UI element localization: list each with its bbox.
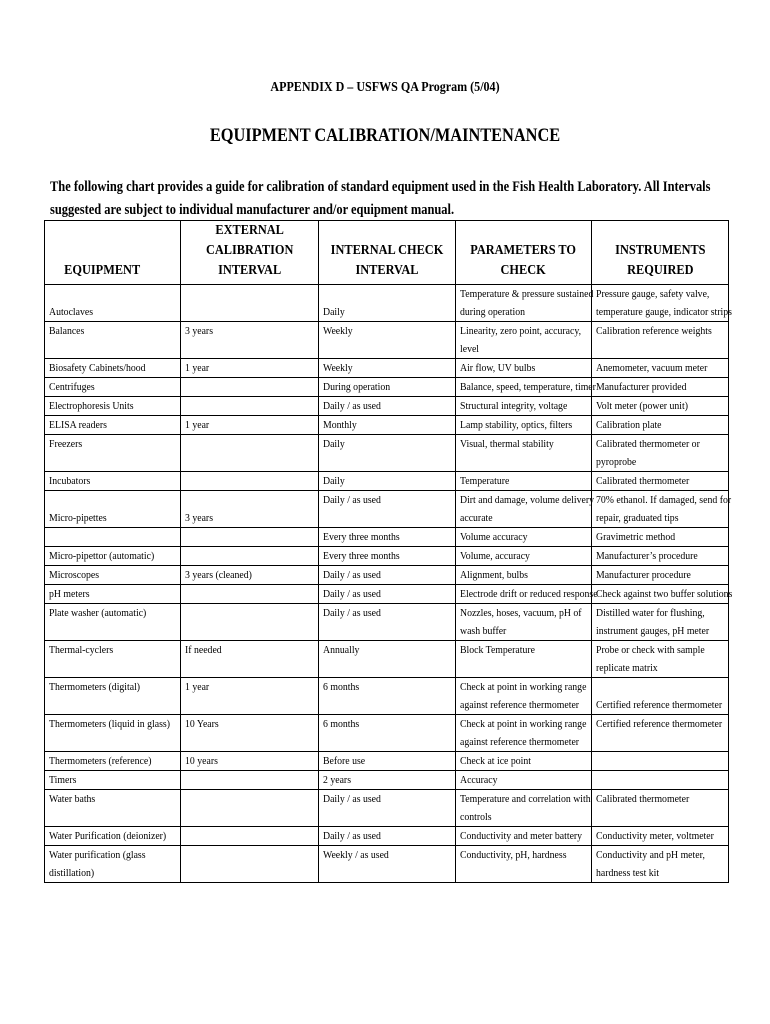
cell-text: Weekly [323,362,353,374]
cell-text: Manufacturer procedure [596,569,691,581]
cell-text: Freezers [49,438,83,450]
cell-parameters [456,566,592,585]
cell-text: instrument gauges, pH meter [596,625,710,637]
cell-text: If needed [185,644,222,656]
cell-internal-interval [319,528,456,547]
cell-text: Thermometers (liquid in glass) [49,718,170,730]
cell-equipment [45,715,181,752]
cell-external-interval [181,752,319,771]
table-row [45,285,729,322]
cell-text: Monthly [323,419,357,431]
cell-equipment [45,678,181,715]
table-row [45,491,729,528]
cell-internal-interval [319,378,456,397]
cell-text [185,528,318,546]
cell-external-interval [181,790,319,827]
cell-instruments [592,771,729,790]
header-parameters: PARAMETERS TO CHECK [456,221,592,285]
cell-parameters [456,378,596,397]
cell-equipment [45,771,181,790]
table-row [45,790,729,827]
cell-text: 6 months [323,681,360,693]
cell-instruments [592,528,729,547]
cell-instruments [592,285,732,322]
table-row [45,678,729,715]
cell-external-interval [181,827,319,846]
cell-internal-interval [319,678,456,715]
cell-equipment [45,604,181,641]
cell-instruments [592,678,729,715]
cell-text: Calibrated thermometer or [596,438,700,450]
header-row [45,221,729,285]
table-row [45,547,729,566]
cell-external-interval [181,322,319,359]
cell-text: Water Purification (deionizer) [49,830,167,842]
cell-text: pyroprobe [596,456,637,468]
cell-text [185,397,318,415]
cell-equipment [45,472,181,491]
cell-parameters [456,715,592,752]
table-row [45,416,729,435]
cell-text: Lamp stability, optics, filters [460,419,573,431]
cell-text [185,846,318,864]
cell-text [49,491,180,509]
cell-external-interval [181,435,319,472]
table-row [45,378,729,397]
cell-internal-interval [319,641,456,678]
cell-text: Calibrated thermometer [596,793,690,805]
cell-text: Microscopes [49,569,100,581]
cell-text: Thermometers (digital) [49,681,141,693]
appendix-heading: APPENDIX D – USFWS QA Program (5/04) [270,80,500,95]
cell-external-interval [181,715,319,752]
cell-parameters [456,359,592,378]
header-instruments: INSTRUMENTS REQUIRED [592,221,729,285]
cell-text [49,340,180,358]
cell-parameters [456,846,592,883]
cell-parameters [456,771,592,790]
cell-text: Electrode drift or reduced response [460,588,598,600]
cell-text: Volume accuracy [460,531,528,543]
cell-external-interval [181,678,319,715]
cell-parameters [456,322,592,359]
cell-text: 6 months [323,718,360,730]
cell-text: Linearity, zero point, accuracy, [460,325,582,337]
cell-text: 3 years (cleaned) [185,569,252,581]
cell-internal-interval [319,547,456,566]
cell-text: Weekly [323,325,353,337]
cell-external-interval [181,846,319,883]
cell-internal-interval [319,771,456,790]
cell-text: 3 years [185,512,214,524]
cell-text: Calibrated thermometer [596,475,690,487]
cell-internal-interval [319,322,456,359]
cell-instruments [592,585,733,604]
cell-equipment [45,827,181,846]
cell-instruments [592,715,729,752]
cell-text: 1 year [185,419,210,431]
cell-internal-interval [319,790,456,827]
cell-text [185,547,318,565]
cell-text: Conductivity and pH meter, [596,849,705,861]
table-row [45,472,729,491]
cell-equipment [45,322,181,359]
header-internal-interval: INTERNAL CHECK INTERVAL [319,221,456,285]
table-row [45,435,729,472]
cell-text: Daily / as used [323,607,381,619]
cell-text [49,696,180,714]
cell-text: Daily / as used [323,569,381,581]
cell-text [49,659,180,677]
table-row [45,322,729,359]
cell-internal-interval [319,827,456,846]
cell-text [596,771,728,789]
table-row [45,359,729,378]
cell-text [185,604,318,622]
cell-text: Timers [49,774,77,786]
cell-instruments [592,827,729,846]
cell-text [49,622,180,640]
cell-text: Conductivity meter, voltmeter [596,830,714,842]
cell-text: Before use [323,755,366,767]
cell-text: 1 year [185,681,210,693]
cell-instruments [592,472,729,491]
table-row [45,585,729,604]
cell-instruments [592,416,729,435]
cell-text [49,808,180,826]
cell-text [596,678,728,696]
cell-text: Manufacturer’s procedure [596,550,698,562]
cell-text: accurate [460,512,493,524]
cell-internal-interval [319,435,456,472]
cell-text [49,528,180,546]
cell-text [185,790,318,808]
page-title: EQUIPMENT CALIBRATION/MAINTENANCE [209,125,561,146]
cell-text [185,585,318,603]
cell-text: Certified reference thermometer [596,718,723,730]
cell-text: 1 year [185,362,210,374]
cell-text: Incubators [49,475,91,487]
cell-internal-interval [319,491,456,528]
cell-text: Daily [323,306,345,318]
cell-text: distillation) [49,867,95,879]
cell-text: against reference thermometer [460,736,580,748]
cell-text: 10 years [185,755,218,767]
cell-text: against reference thermometer [460,699,580,711]
cell-text: Daily / as used [323,400,381,412]
cell-text: Anemometer, vacuum meter [596,362,708,374]
cell-text: Micro-pipettes [49,512,107,524]
cell-text: Every three months [323,550,400,562]
cell-external-interval [181,585,319,604]
cell-instruments [592,566,729,585]
cell-text [323,285,455,303]
cell-equipment [45,752,181,771]
cell-text: Gravimetric method [596,531,676,543]
cell-text: 2 years [323,774,352,786]
cell-parameters [456,528,592,547]
table-row [45,846,729,883]
cell-text: Temperature [460,475,510,487]
cell-text: Check at point in working range [460,718,587,730]
cell-equipment [45,416,181,435]
cell-equipment [45,359,181,378]
cell-text: 70% ethanol. If damaged, send for [596,494,732,506]
cell-text [185,771,318,789]
cell-internal-interval [319,715,456,752]
cell-text: Water purification (glass [49,849,146,861]
cell-external-interval [181,771,319,790]
cell-equipment [45,528,181,547]
cell-text: Daily / as used [323,830,381,842]
table-row [45,771,729,790]
cell-external-interval [181,491,319,528]
cell-external-interval [181,528,319,547]
cell-instruments [592,435,729,472]
cell-equipment [45,491,181,528]
cell-text: Dirt and damage, volume delivery [460,494,595,506]
cell-internal-interval [319,604,456,641]
cell-parameters [456,827,592,846]
cell-text: Volume, accuracy [460,550,530,562]
cell-equipment [45,547,181,566]
cell-text: temperature gauge, indicator strips [596,306,732,318]
cell-text: Water baths [49,793,96,805]
intro-line: suggested are subject to individual manufacturer and/or equipment manual. [50,202,455,218]
cell-parameters [456,397,592,416]
cell-external-interval [181,547,319,566]
cell-text: Balances [49,325,85,337]
cell-equipment [45,435,181,472]
cell-text: Daily [323,475,345,487]
cell-instruments [592,491,732,528]
cell-text: Plate washer (automatic) [49,607,147,619]
cell-text: Structural integrity, voltage [460,400,568,412]
cell-text: repair, graduated tips [596,512,679,524]
cell-text: Annually [323,644,360,656]
cell-external-interval [181,641,319,678]
cell-external-interval [181,285,319,322]
cell-text: Check at point in working range [460,681,587,693]
cell-internal-interval [319,416,456,435]
cell-text: Distilled water for flushing, [596,607,705,619]
cell-text: Conductivity, pH, hardness [460,849,567,861]
cell-text [185,472,318,490]
cell-parameters [456,435,592,472]
table-row [45,528,729,547]
cell-external-interval [181,566,319,585]
cell-equipment [45,790,181,827]
cell-text: Conductivity and meter battery [460,830,583,842]
cell-internal-interval [319,359,456,378]
table-row [45,566,729,585]
cell-text: during operation [460,306,525,318]
cell-text: hardness test kit [596,867,660,879]
cell-equipment [45,285,181,322]
cell-parameters [456,285,592,322]
cell-parameters [456,416,592,435]
cell-instruments [592,846,729,883]
cell-external-interval [181,416,319,435]
cell-parameters [456,491,595,528]
cell-text: Weekly / as used [323,849,389,861]
cell-text: Calibration reference weights [596,325,712,337]
cell-equipment [45,585,181,604]
cell-text [596,752,728,770]
cell-text: Centrifuges [49,381,95,393]
cell-text: Daily / as used [323,588,381,600]
cell-text: Nozzles, hoses, vacuum, pH of [460,607,582,619]
cell-instruments [592,790,729,827]
cell-parameters [456,790,592,827]
calibration-table [44,220,733,883]
cell-text: Autoclaves [49,306,94,318]
cell-internal-interval [319,285,456,322]
table-row [45,827,729,846]
cell-instruments [592,547,729,566]
cell-text [185,378,318,396]
cell-equipment [45,566,181,585]
cell-internal-interval [319,566,456,585]
cell-text: Daily / as used [323,793,381,805]
cell-text: wash buffer [460,625,507,637]
cell-parameters [456,547,592,566]
cell-equipment [45,846,181,883]
cell-text: 3 years [185,325,214,337]
cell-text: Alignment, bulbs [460,569,528,581]
cell-text: Check at ice point [460,755,531,767]
cell-instruments [592,641,729,678]
cell-text [49,453,180,471]
table-row [45,604,729,641]
cell-text: Temperature and correlation with [460,793,591,805]
cell-text: During operation [323,381,391,393]
table-row [45,641,729,678]
cell-internal-interval [319,472,456,491]
cell-equipment [45,397,181,416]
intro-paragraph [50,176,714,222]
cell-external-interval [181,472,319,491]
cell-parameters [456,752,592,771]
cell-text: Certified reference thermometer [596,699,723,711]
cell-external-interval [181,378,319,397]
cell-text [323,509,455,527]
cell-text: Temperature & pressure sustained [460,288,594,300]
cell-internal-interval [319,397,456,416]
table-row [45,397,729,416]
cell-text: Check against two buffer solutions [596,588,733,600]
cell-instruments [592,322,729,359]
cell-instruments [592,378,729,397]
cell-text: Balance, speed, temperature, timer [460,381,596,393]
cell-text: Block Temperature [460,644,535,656]
cell-text: pH meters [49,588,90,600]
cell-parameters [456,472,592,491]
cell-instruments [592,359,729,378]
cell-text: Volt meter (power unit) [596,400,688,412]
cell-text: Visual, thermal stability [460,438,554,450]
table-row [45,715,729,752]
cell-external-interval [181,397,319,416]
cell-text: Air flow, UV bulbs [460,362,536,374]
cell-instruments [592,752,729,771]
cell-text: replicate matrix [596,662,658,674]
cell-internal-interval [319,752,456,771]
cell-external-interval [181,604,319,641]
header-external-interval: EXTERNAL CALIBRATION INTERVAL [181,221,319,285]
cell-text: Pressure gauge, safety valve, [596,288,710,300]
cell-text [185,827,318,845]
cell-text [49,733,180,751]
header-equipment: EQUIPMENT [45,221,181,285]
cell-text [185,491,318,509]
cell-text: Daily / as used [323,494,381,506]
cell-instruments [592,604,729,641]
cell-equipment [45,641,181,678]
cell-text: Micro-pipettor (automatic) [49,550,155,562]
cell-text: Manufacturer provided [596,381,687,393]
cell-text: Accuracy [460,774,498,786]
cell-text: level [460,343,480,355]
cell-text: Thermometers (reference) [49,755,152,767]
cell-internal-interval [319,846,456,883]
cell-parameters [456,585,598,604]
cell-text: Calibration plate [596,419,662,431]
cell-parameters [456,678,592,715]
cell-external-interval [181,359,319,378]
cell-text: ELISA readers [49,419,107,431]
cell-parameters [456,604,592,641]
table-row [45,752,729,771]
cell-text: Thermal-cyclers [49,644,114,656]
intro-line: The following chart provides a guide for calibration of standard equipment used in the Fish Health Laboratory. All Intervals [50,179,711,195]
cell-text: Electrophoresis Units [49,400,134,412]
cell-text: 10 Years [185,718,219,730]
cell-parameters [456,641,592,678]
cell-text [49,285,180,303]
cell-text: Every three months [323,531,400,543]
cell-instruments [592,397,729,416]
cell-text: Probe or check with sample [596,644,705,656]
cell-text [185,435,318,453]
cell-equipment [45,378,181,397]
cell-text: controls [460,811,492,823]
cell-text [185,285,318,303]
table-body [45,285,733,883]
cell-text: Biosafety Cabinets/hood [49,362,146,374]
cell-internal-interval [319,585,456,604]
cell-text: Daily [323,438,345,450]
